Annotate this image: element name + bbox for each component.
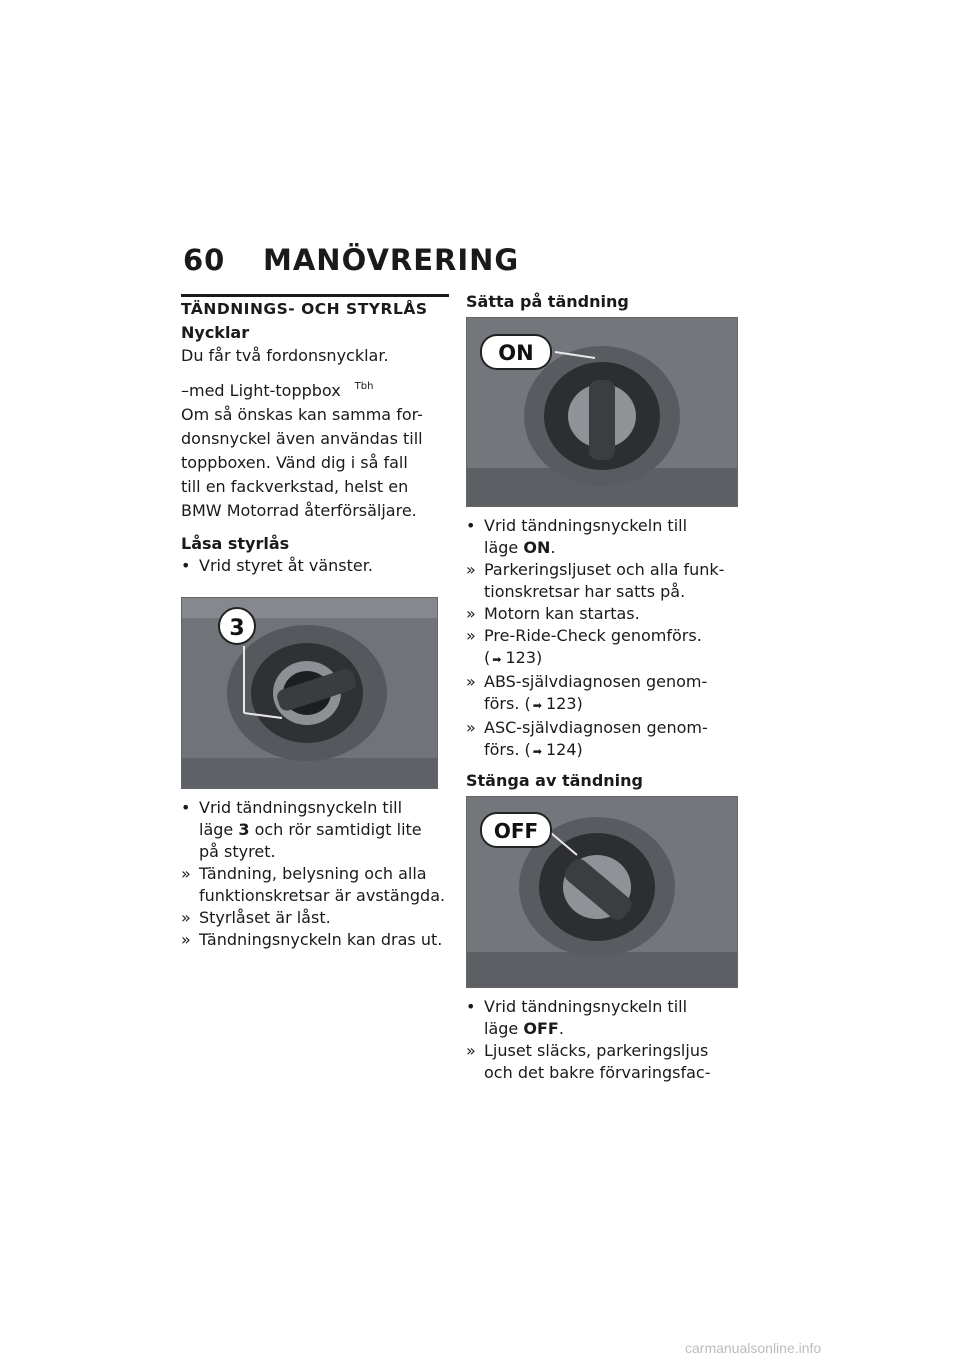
photo-label-3: 3 xyxy=(229,616,245,641)
on-result-5b[interactable]: förs. ( ➡ 124) xyxy=(466,739,741,763)
topcase-text-2: donsnyckel även användas till xyxy=(181,429,423,448)
on-result-3-ref[interactable]: ( ➡ 123) xyxy=(466,647,741,671)
reference-arrow-icon: ➡ xyxy=(492,653,502,666)
ignition-on-photo xyxy=(466,317,738,507)
keys-heading: Nycklar xyxy=(181,323,250,342)
keys-text: Du får två fordonsnycklar. xyxy=(181,346,389,365)
reference-arrow-icon: ➡ xyxy=(532,699,542,712)
topcase-text-4: till en fackverkstad, helst en xyxy=(181,477,409,496)
right-column xyxy=(466,292,741,1084)
on-result-4b[interactable]: förs. ( ➡ 123) xyxy=(466,693,741,717)
on-step: • Vrid tändningsnyckeln till xyxy=(466,516,688,535)
lock-result-2: » Styrlåset är låst. xyxy=(181,908,331,927)
on-result-2: » Motorn kan startas. xyxy=(466,604,640,623)
lock-step-1: • Vrid styret åt vänster. xyxy=(181,556,373,575)
lock-result-1: » Tändning, belysning och alla xyxy=(181,864,427,883)
topcase-text-1: Om så önskas kan samma for- xyxy=(181,405,423,424)
on-result-5: » ASC-självdiagnosen genom- xyxy=(466,718,708,737)
on-result-4: » ABS-självdiagnosen genom- xyxy=(466,672,708,691)
reference-arrow-icon: ➡ xyxy=(532,745,542,758)
on-result-3: » Pre-Ride-Check genomförs. xyxy=(466,626,702,645)
lock-result-3: » Tändningsnyckeln kan dras ut. xyxy=(181,930,443,949)
page-number: 60 xyxy=(183,243,226,277)
topcase-line: –med Light-toppbox $^{Tbh}$ xyxy=(181,381,374,400)
ignition-on-heading: Sätta på tändning xyxy=(466,292,629,311)
on-result-1b: tionskretsar har satts på. xyxy=(484,582,686,601)
section-rule xyxy=(181,294,449,297)
chapter-title: MANÖVRERING xyxy=(263,243,520,277)
lock-heading: Låsa styrlås xyxy=(181,534,290,553)
left-column xyxy=(181,292,451,951)
topcase-sup: Tbh xyxy=(354,381,374,392)
lock-step-2: • Vrid tändningsnyckeln till xyxy=(181,798,403,817)
on-result-1: » Parkeringsljuset och alla funk- xyxy=(466,560,725,579)
off-result-1: » Ljuset släcks, parkeringsljus xyxy=(466,1041,709,1060)
lock-result-1b: funktionskretsar är avstängda. xyxy=(199,886,446,905)
off-step: • Vrid tändningsnyckeln till xyxy=(466,997,688,1016)
lock-step-2c: på styret. xyxy=(199,842,276,861)
lock-photo xyxy=(181,597,438,789)
ignition-off-heading: Stänga av tändning xyxy=(466,771,643,790)
off-step-b: läge OFF. xyxy=(484,1019,564,1038)
photo-label-on: ON xyxy=(498,341,534,365)
on-step-b: läge ON. xyxy=(484,538,556,557)
topcase-text-5: BMW Motorrad återförsäljare. xyxy=(181,501,417,520)
page-header xyxy=(183,243,519,277)
off-result-1b: och det bakre förvaringsfac- xyxy=(484,1063,711,1082)
topcase-text-3: toppboxen. Vänd dig i så fall xyxy=(181,453,408,472)
lock-step-2b: läge 3 och rör samtidigt lite xyxy=(199,820,422,839)
section-title: TÄNDNINGS- OCH STYRLÅS xyxy=(181,300,428,318)
ignition-off-photo xyxy=(466,796,738,988)
watermark: carmanualsonline.info xyxy=(685,1340,822,1356)
photo-label-off: OFF xyxy=(493,819,539,843)
